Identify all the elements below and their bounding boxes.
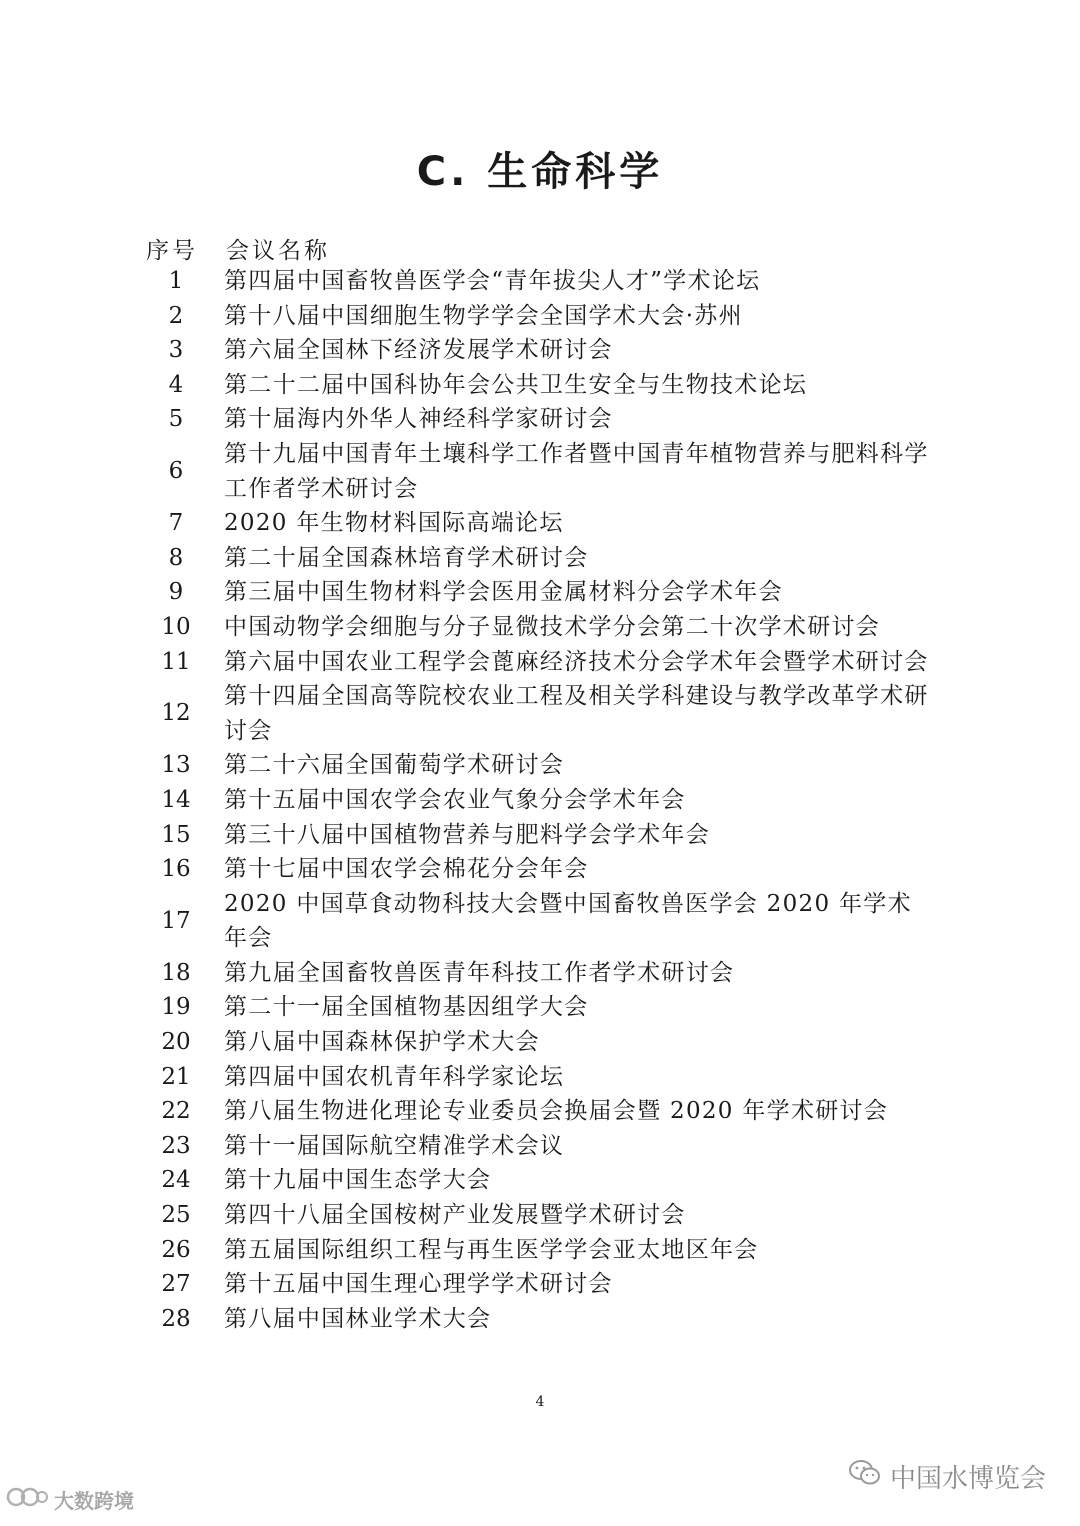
- item-number: 7: [168, 510, 184, 537]
- list-item: [146, 610, 946, 645]
- item-number: 4: [168, 371, 184, 398]
- item-name: 第三届中国生物材料学会医用金属材料分会学术年会: [224, 579, 783, 606]
- item-name: 第十五届中国农学会农业气象分会学术年会: [224, 786, 686, 813]
- list-item: [146, 1267, 946, 1302]
- item-name: 第十八届中国细胞生物学学会全国学术大会·苏州: [224, 302, 743, 329]
- item-name: 第十九届中国生态学大会: [224, 1167, 492, 1194]
- item-number: 23: [161, 1132, 191, 1159]
- item-number: 8: [168, 544, 184, 571]
- page-number: 4: [535, 1394, 545, 1410]
- item-number: 5: [168, 406, 184, 433]
- item-number: 19: [161, 994, 191, 1021]
- item-name: 第二十届全国森林培育学术研讨会: [224, 544, 589, 571]
- item-name: 第四十八届全国桉树产业发展暨学术研讨会: [224, 1202, 686, 1229]
- table-header: [146, 232, 330, 265]
- list-item: [146, 299, 946, 334]
- item-name: 第二十六届全国葡萄学术研讨会: [224, 752, 565, 779]
- item-name: 2020 中国草食动物科技大会暨中国畜牧兽医学会 2020 年学术年会: [224, 890, 912, 952]
- item-number: 13: [161, 752, 191, 779]
- item-number: 10: [161, 613, 191, 640]
- conference-list: [146, 264, 946, 1336]
- watermark-left-text: 大数跨境: [54, 1489, 134, 1513]
- item-number: 28: [161, 1305, 191, 1332]
- list-item: [146, 1198, 946, 1233]
- item-name: 第十九届中国青年土壤科学工作者暨中国青年植物营养与肥料科学工作者学术研讨会: [224, 440, 929, 502]
- item-name: 第八届中国森林保护学术大会: [224, 1029, 540, 1056]
- item-number: 20: [161, 1029, 191, 1056]
- list-item: [146, 1233, 946, 1268]
- list-item: [146, 852, 946, 887]
- item-name: 第五届国际组织工程与再生医学学会亚太地区年会: [224, 1236, 759, 1263]
- list-item: [146, 368, 946, 403]
- list-item: [146, 264, 946, 299]
- item-number: 12: [161, 700, 191, 727]
- item-name: 第十七届中国农学会棉花分会年会: [224, 856, 589, 883]
- item-name: 第九届全国畜牧兽医青年科技工作者学术研讨会: [224, 959, 735, 986]
- wechat-icon: [848, 1459, 882, 1494]
- watermark-left: [6, 1484, 134, 1515]
- item-name: 第三十八届中国植物营养与肥料学会学术年会: [224, 821, 710, 848]
- item-name: 第八届生物进化理论专业委员会换届会暨 2020 年学术研讨会: [224, 1098, 889, 1125]
- list-item: [146, 506, 946, 541]
- item-number: 22: [161, 1098, 191, 1125]
- header-no: 序号: [146, 238, 198, 264]
- item-name: 第十四届全国高等院校农业工程及相关学科建设与教学改革学术研讨会: [224, 683, 929, 744]
- list-item: [146, 1025, 946, 1060]
- item-number: 25: [161, 1202, 191, 1229]
- list-item: [146, 748, 946, 783]
- item-number: 27: [161, 1271, 191, 1298]
- item-number: 17: [161, 907, 191, 934]
- item-number: 6: [168, 458, 184, 485]
- item-number: 15: [161, 821, 191, 848]
- item-name: 第二十一届全国植物基因组学大会: [224, 994, 589, 1021]
- list-item: [146, 990, 946, 1025]
- list-item: [146, 541, 946, 576]
- list-item: [146, 1094, 946, 1129]
- list-item: [146, 956, 946, 991]
- list-item: [146, 437, 946, 506]
- item-number: 21: [161, 1063, 191, 1090]
- item-name: 第四届中国农机青年科学家论坛: [224, 1063, 565, 1090]
- item-name: 第十五届中国生理心理学学术研讨会: [224, 1271, 613, 1298]
- item-number: 14: [161, 786, 191, 813]
- list-item: [146, 402, 946, 437]
- item-name: 2020 年生物材料国际高端论坛: [224, 510, 564, 537]
- list-item: [146, 1163, 946, 1198]
- list-item: [146, 887, 946, 956]
- item-name: 第二十二届中国科协年会公共卫生安全与生物技术论坛: [224, 371, 808, 398]
- list-item: [146, 333, 946, 368]
- item-number: 24: [161, 1167, 191, 1194]
- logo-icon: [6, 1484, 50, 1515]
- list-item: [146, 1302, 946, 1337]
- item-number: 3: [168, 337, 184, 364]
- page-title: C. 生命科学: [416, 149, 664, 195]
- list-item: [146, 645, 946, 680]
- item-name: 第六届全国林下经济发展学术研讨会: [224, 337, 613, 364]
- list-item: [146, 1129, 946, 1164]
- list-item: [146, 783, 946, 818]
- list-item: [146, 818, 946, 853]
- item-number: 11: [161, 648, 191, 675]
- item-number: 1: [168, 268, 184, 294]
- item-number: 9: [168, 579, 184, 606]
- header-name: 会议名称: [226, 238, 330, 264]
- item-name: 第六届中国农业工程学会蓖麻经济技术分会学术年会暨学术研讨会: [224, 648, 929, 675]
- item-number: 26: [161, 1236, 191, 1263]
- item-name: 第八届中国林业学术大会: [224, 1305, 492, 1332]
- list-item: [146, 1060, 946, 1095]
- item-number: 18: [161, 959, 191, 986]
- item-number: 2: [168, 302, 184, 329]
- list-item: [146, 575, 946, 610]
- item-name: 第十届海内外华人神经科学家研讨会: [224, 406, 613, 433]
- item-name: 第四届中国畜牧兽医学会“青年拔尖人才”学术论坛: [224, 268, 761, 294]
- item-name: 中国动物学会细胞与分子显微技术学分会第二十次学术研讨会: [224, 613, 881, 640]
- item-name: 第十一届国际航空精准学术会议: [224, 1132, 565, 1159]
- item-number: 16: [161, 856, 191, 883]
- list-item: [146, 679, 946, 748]
- watermark-right-text: 中国水博览会: [889, 1464, 1046, 1494]
- watermark-right: [848, 1458, 1046, 1495]
